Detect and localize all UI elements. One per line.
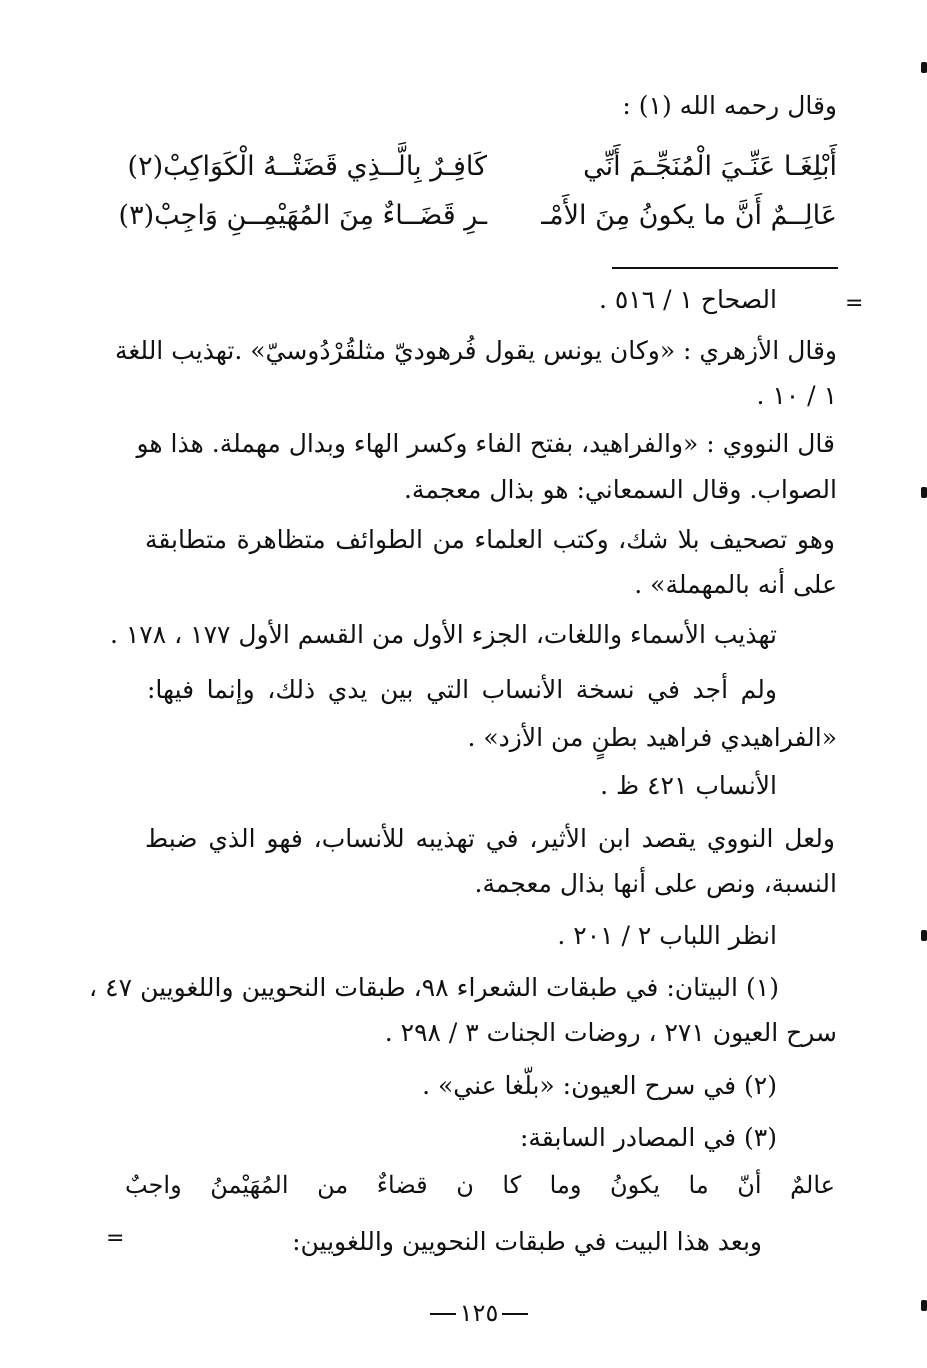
scan-edge-mark: [921, 1300, 927, 1311]
scan-edge-mark: [921, 487, 927, 498]
note-tahdhib: تهذيب الأسماء واللغات، الجزء الأول من القسم الأول ١٧٧ ، ١٧٨ .: [109, 620, 777, 649]
continuation-mark: =: [845, 291, 864, 316]
note-ansab-line2: «الفراهيدي فراهيد بطنٍ من الأزد» .: [467, 723, 837, 752]
note-lubab: انظر اللباب ٢ / ٢٠١ .: [557, 921, 777, 950]
page-number-dash-left: [430, 1313, 456, 1315]
footnote-3-verse: عالمٌ أنّ ما يكونُ وما كا ن قضاءٌ من المُهَيْمنُ واجبٌ: [125, 1171, 835, 1199]
page-number: ١٢٥: [459, 1299, 499, 1327]
notes-separator: [612, 267, 838, 269]
note-tashif-line1: وهو تصحيف بلا شك، وكتب العلماء من الطوائف متظاهرة متطابقة: [145, 525, 835, 554]
note-azhari-line1: وقال الأزهري : «وكان يونس يقول فُرهوديّ مثلقُرْدُوسيّ» .تهذيب اللغة: [114, 336, 837, 365]
intro-line: وقال رحمه الله (١) :: [622, 91, 837, 120]
footnote-3-after: وبعد هذا البيت في طبقات النحويين واللغويين:: [292, 1227, 762, 1256]
note-sihah: الصحاح ١ / ٥١٦ .: [598, 285, 777, 314]
continuation-mark-bottom: =: [106, 1226, 125, 1251]
footnote-1-line2: سرح العيون ٢٧١ ، روضات الجنات ٣ / ٢٩٨ .: [384, 1018, 837, 1047]
note-tashif-line2: على أنه بالمهملة» .: [634, 570, 837, 599]
verse-2-second-hemistich: ـرِ قَضَــاءٌ مِنَ المُهَيْمِــنِ وَاجِبْ(٣): [118, 200, 487, 231]
note-athir-line1: ولعل النووي يقصد ابن الأثير، في تهذيبه للأنساب، فهو الذي ضبط: [145, 824, 835, 853]
footnote-1-line1: (١) البيتان: في طبقات الشعراء ٩٨، طبقات النحويين واللغويين ٤٧ ،: [89, 973, 779, 1002]
note-athir-line2: النسبة، ونص على أنها بذال معجمة.: [474, 869, 837, 898]
verse-1-second-hemistich: كَافِـرٌ بِالَّــذِي قَضَتْــهُ الْكَوَاكِبْ(٢): [127, 151, 487, 182]
note-ansab-line1: ولم أجد في نسخة الأنساب التي بين يدي ذلك، وإنما فيها:: [147, 675, 777, 704]
page-number-dash-right: [502, 1313, 528, 1315]
note-ansab-reference: الأنساب ٤٢١ ظ .: [600, 771, 777, 800]
scan-edge-mark: [921, 62, 927, 73]
note-nawawi-line1: قال النووي : «والفراهيد، بفتح الفاء وكسر الهاء وبدال مهملة. هذا هو: [136, 429, 835, 458]
verse-1-first-hemistich: أَبْلِغَـا عَنِّـيَ الْمُنَجِّـمَ أَنِّي: [583, 151, 837, 182]
footnote-2: (٢) في سرح العيون: «بلّغا عني» .: [422, 1071, 777, 1100]
verse-2-first-hemistich: عَالِــمٌ أَنَّ ما يكونُ مِنَ الأَمْـ: [541, 200, 837, 231]
note-azhari-line2: ١ / ١٠ .: [756, 381, 837, 410]
note-nawawi-line2: الصواب. وقال السمعاني: هو بذال معجمة.: [403, 475, 837, 504]
scan-edge-mark: [921, 930, 927, 941]
footnote-3: (٣) في المصادر السابقة:: [519, 1123, 777, 1152]
